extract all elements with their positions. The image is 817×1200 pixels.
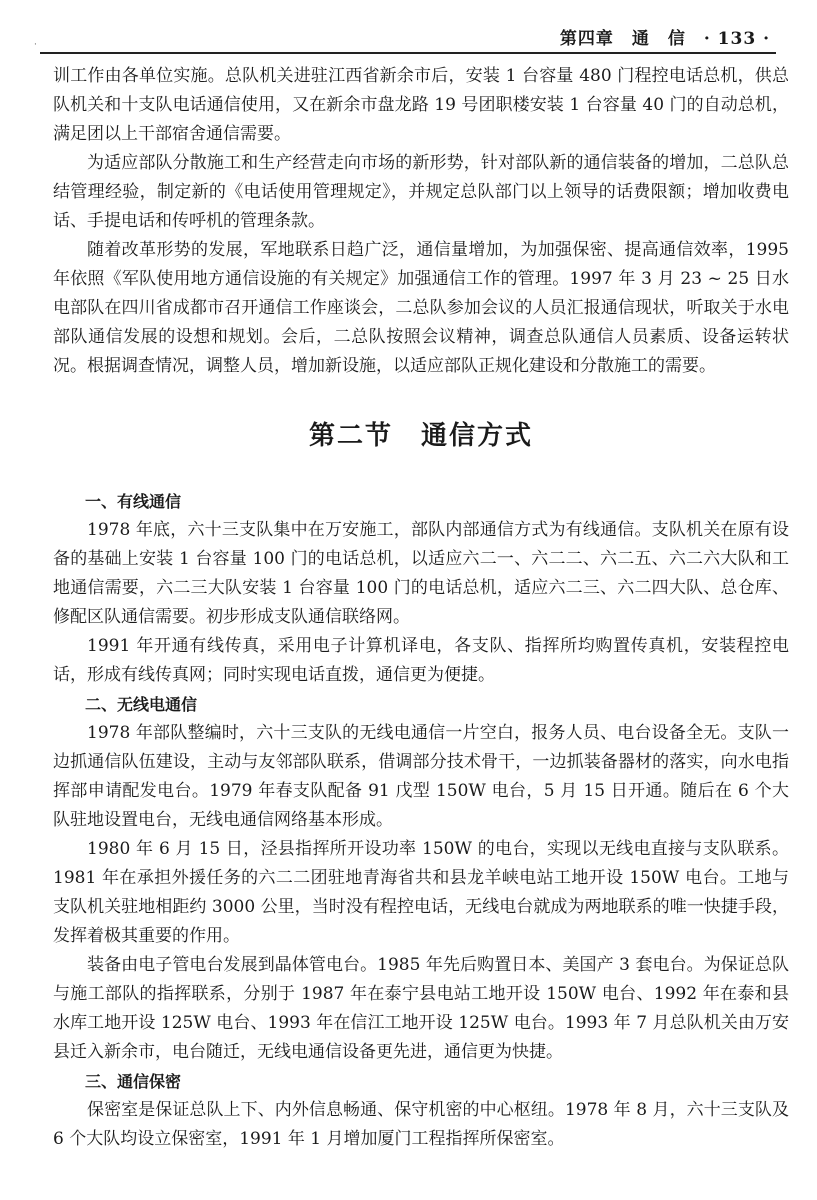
subheading-secrecy: 三、通信保密 (85, 1072, 182, 1091)
paragraph: 随着改革形势的发展，军地联系日趋广泛，通信量增加，为加强保密、提高通信效率，1995 年依照《军队使用地方通信设施的有关规定》加强通信工作的管理。1997 年 3 月 23 ~ 25 日水电部队在四川省成都市召开通信工作座谈会，二总队参加会议的人员汇报通信现状，听取关于水电部队通信发展的设想和规划。会后，二总队按照会议精神，调查总队通信人员素质、设备运转状况。根据调查情况，调整人员，增加新设施，以适应部队正规化建设和分散施工的需要。 (53, 240, 789, 376)
corner-mark: · (34, 40, 37, 50)
running-head: 第四章 通 信 · 133 · (559, 29, 770, 49)
paragraph: 1978 年底，六十三支队集中在万安施工，部队内部通信方式为有线通信。支队机关在原有设备的基础上安装 1 台容量 100 门的电话总机，以适应六二一、六二二、六二五、六二六大队和工地通信需要，六二三大队安装 1 台容量 100 门的电话总机，适应六二三、六二四大队、总仓库、修配区队通信需要。初步形成支队通信联络网。 (53, 520, 789, 627)
paragraph-continued: 训工作由各单位实施。总队机关进驻江西省新余市后，安装 1 台容量 480 门程控电话总机，供总队机关和十支队电话通信使用，又在新余市盘龙路 19 号团职楼安装 1 台容量 40 门的自动总机，满足团以上干部宿舍通信需要。 (53, 66, 789, 144)
subheading-wired: 一、有线通信 (85, 492, 182, 511)
header-rule (40, 52, 776, 54)
page-body (53, 62, 789, 1154)
paragraph: 1980 年 6 月 15 日，泾县指挥所开设功率 150W 的电台，实现以无线电直接与支队联系。1981 年在承担外援任务的六二二团驻地青海省共和县龙羊峡电站工地开设 150W 电台。工地与支队机关驻地相距约 3000 公里，当时没有程控电话，无线电台就成为两地联系的唯一快捷手段，发挥着极其重要的作用。 (53, 839, 789, 946)
paragraph: 1978 年部队整编时，六十三支队的无线电通信一片空白，报务人员、电台设备全无。支队一边抓通信队伍建设，主动与友邻部队联系，借调部分技术骨干，一边抓装备器材的落实，向水电指挥部申请配发电台。1979 年春支队配备 91 戊型 150W 电台，5 月 15 日开通。随后在 6 个大队驻地设置电台，无线电通信网络基本形成。 (53, 723, 789, 830)
paragraph: 为适应部队分散施工和生产经营走向市场的新形势，针对部队新的通信装备的增加，二总队总结管理经验，制定新的《电话使用管理规定》，并规定总队部门以上领导的话费限额；增加收费电话、手提电话和传呼机的管理条款。 (53, 153, 789, 231)
paragraph: 装备由电子管电台发展到晶体管电台。1985 年先后购置日本、美国产 3 套电台。为保证总队与施工部队的指挥联系，分别于 1987 年在泰宁县电站工地开设 150W 电台、1992 年在泰和县水库工地开设 125W 电台、1993 年在信江工地开设 125W 电台。1993 年 7 月总队机关由万安县迁入新余市，电台随迁，无线电通信设备更先进，通信更为快捷。 (53, 955, 789, 1062)
section-title: 第二节 通信方式 (308, 421, 533, 451)
paragraph: 1991 年开通有线传真，采用电子计算机译电，各支队、指挥所均购置传真机，安装程控电话，形成有线传真网；同时实现电话直拨，通信更为便捷。 (53, 636, 789, 685)
paragraph: 保密室是保证总队上下、内外信息畅通、保守机密的中心枢纽。1978 年 8 月，六十三支队及 6 个大队均设立保密室，1991 年 1 月增加厦门工程指挥所保密室。 (53, 1100, 789, 1149)
subheading-radio: 二、无线电通信 (85, 695, 198, 714)
